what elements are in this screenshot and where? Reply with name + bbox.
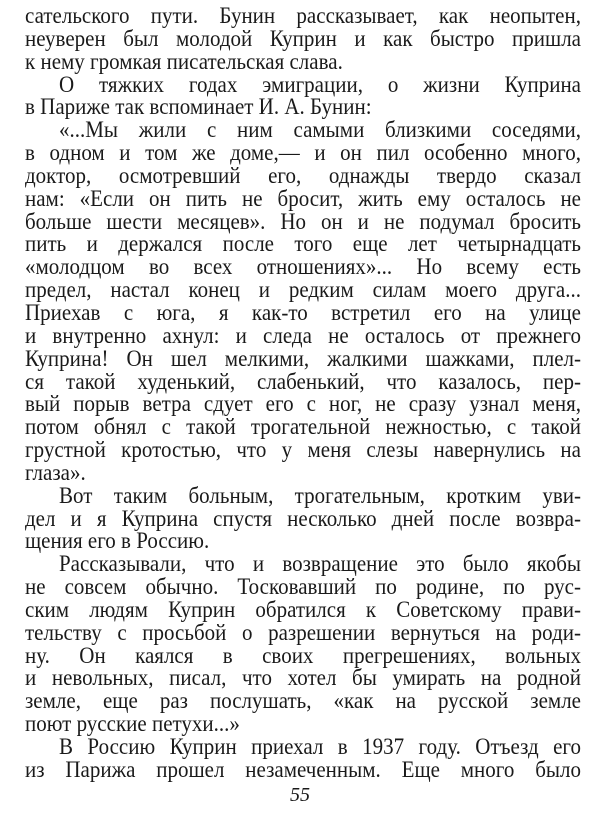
text-line: и невольных, писал, что хотел бы умирать на родной (25, 663, 581, 691)
text-line: потом обнял с такой трогательной нежностью, с такой (25, 412, 581, 440)
text-line: дел и я Куприна спустя несколько дней после возвра- (25, 504, 581, 531)
text-line: поют русские петухи...» (25, 709, 240, 737)
text-line: Куприна! Он шел мелкими, жалкими шажками, плел- (25, 344, 581, 372)
page-number: 55 (290, 784, 310, 806)
text-line: «...Мы жили с ним самыми близкими соседями, (59, 115, 581, 143)
text-line: в одном и том же доме,— и он пил особенно много, (25, 138, 581, 166)
text-line: В Россию Куприн приехал в 1937 году. Отъезд его (59, 732, 581, 760)
text-line: доктор, осмотревший его, однажды твердо сказал (25, 161, 581, 189)
text-line: О тяжких годах эмиграции, о жизни Куприна (59, 70, 581, 97)
text-line: Рассказывали, что и возвращение это было якобы (59, 549, 581, 577)
text-line: ским людям Куприн обратился к Советскому прави- (25, 595, 581, 623)
text-line: «молодцом во всех отношениях»... Но всему есть (25, 252, 581, 280)
text-line: и внутренно ахнул: и следа не осталось от прежнего (25, 321, 581, 349)
text-line: земле, еще раз послушать, «как на русской земле (25, 686, 581, 714)
text-line: щения его в Россию. (25, 526, 210, 554)
text-line: предел, настал конец и редким силам моего друга... (25, 275, 581, 303)
text-line: не совсем обычно. Тосковавший по родине, по рус- (25, 572, 581, 600)
text-line: грустной кротостью, что у меня слезы навернулись на (25, 435, 581, 463)
text-line: Приехав с юга, я как-то встретил его на улице (25, 298, 581, 326)
text-line: глаза». (25, 458, 86, 486)
text-line: неуверен был молодой Куприн и как быстро пришла (25, 24, 581, 52)
text-line: сательского пути. Бунин рассказывает, как неопытен, (25, 1, 581, 29)
text-line: в Париже так вспоминает И. А. Бунин: (25, 92, 372, 120)
text-line: из Парижа прошел незамеченным. Еще много было (25, 755, 581, 783)
text-line: ся такой худенький, слабенький, что казалось, пер- (25, 367, 581, 394)
body-text (25, 1, 581, 783)
text-line: больше шести месяцев». Но он и не подумал бросить (25, 207, 581, 234)
text-line: к нему громкая писательская слава. (25, 47, 343, 75)
text-line: Вот таким больным, трогательным, кротким уви- (59, 481, 581, 509)
text-line: пить и держался после того еще лет четырнадцать (25, 229, 581, 257)
text-line: нам: «Если он пить не бросит, жить ему осталось не (25, 184, 581, 212)
text-line: тельству с просьбой о разрешении вернуться на роди- (25, 618, 581, 646)
text-line: ну. Он каялся в своих прегрешениях, вольных (25, 641, 581, 669)
text-line: вый порыв ветра сдует его с ног, не сразу узнал меня, (25, 389, 581, 417)
